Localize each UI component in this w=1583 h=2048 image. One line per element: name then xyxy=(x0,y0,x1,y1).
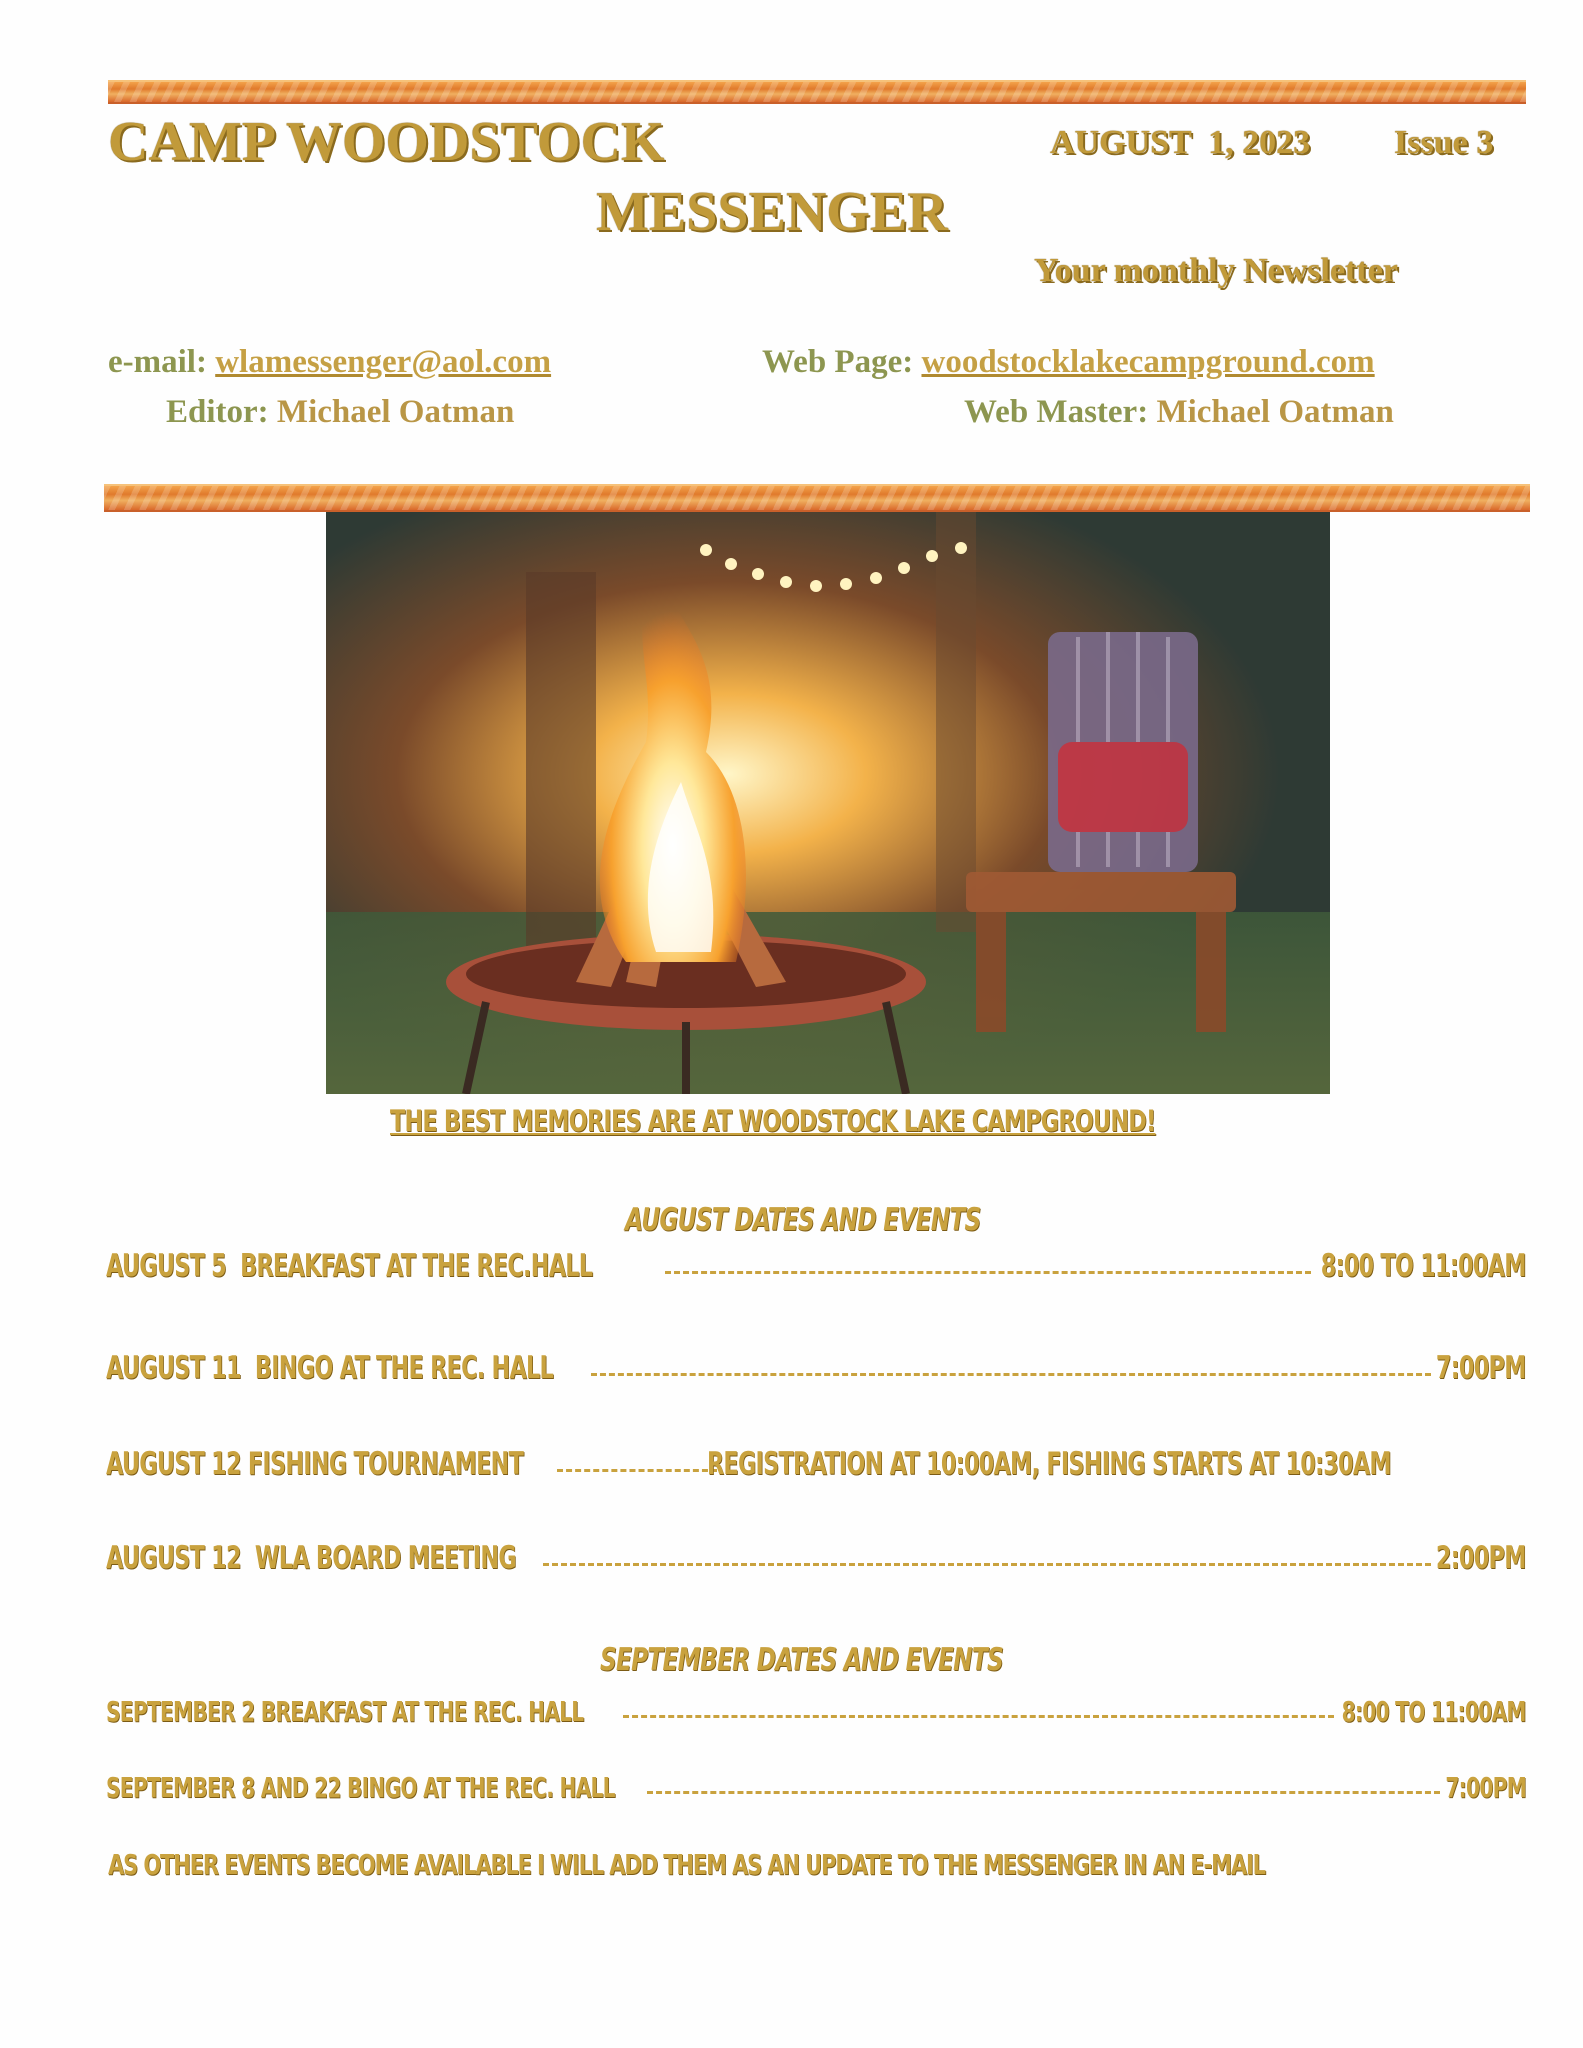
webmaster-label: Web Master: xyxy=(964,394,1149,430)
event-time: 2:00PM xyxy=(1436,1540,1526,1576)
email-link[interactable]: wlamessenger@aol.com xyxy=(215,344,552,380)
closing-note-text: AS OTHER EVENTS BECOME AVAILABLE I WILL ADD THEM AS AN UPDATE TO THE MESSENGER IN AN E-MAIL xyxy=(108,1848,1265,1881)
event-row xyxy=(106,1536,1526,1576)
event-name: AUGUST 12 WLA BOARD MEETING xyxy=(106,1540,516,1576)
web-label: Web Page: xyxy=(762,344,914,380)
email-label: e-mail: xyxy=(108,344,207,380)
dotted-leader xyxy=(647,1791,1440,1794)
editor-name: Michael Oatman xyxy=(276,394,515,430)
editor-row xyxy=(166,394,514,431)
event-time: 8:00 TO 11:00AM xyxy=(1321,1248,1526,1284)
issue-number: Issue 3 xyxy=(1394,124,1494,161)
campfire-photo xyxy=(326,512,1330,1094)
title-line-1: CAMP WOODSTOCK xyxy=(108,111,665,173)
web-row xyxy=(762,344,1375,381)
event-row xyxy=(106,1244,1526,1284)
title-line-2: MESSENGER xyxy=(596,181,948,243)
dotted-leader xyxy=(623,1715,1334,1718)
webmaster-name: Michael Oatman xyxy=(1156,394,1394,430)
event-time: 7:00PM xyxy=(1436,1350,1526,1386)
august-heading: AUGUST DATES AND EVENTS xyxy=(625,1202,981,1238)
event-time: REGISTRATION AT 10:00AM, FISHING STARTS AT 10:30AM xyxy=(707,1446,1392,1482)
tagline: Your monthly Newsletter xyxy=(1034,252,1398,289)
event-name: AUGUST 11 BINGO AT THE REC. HALL xyxy=(106,1350,554,1386)
september-heading: SEPTEMBER DATES AND EVENTS xyxy=(600,1642,1003,1678)
editor-label: Editor: xyxy=(166,394,269,430)
event-name: AUGUST 5 BREAKFAST AT THE REC.HALL xyxy=(106,1248,593,1284)
web-link[interactable]: woodstocklakecampground.com xyxy=(921,344,1375,380)
decorative-rule-top xyxy=(108,80,1526,104)
event-time: 7:00PM xyxy=(1445,1771,1526,1804)
issue-date: AUGUST 1, 2023 xyxy=(1050,124,1311,161)
event-name: SEPTEMBER 2 BREAKFAST AT THE REC. HALL xyxy=(106,1695,584,1728)
email-row xyxy=(108,344,551,381)
event-name: SEPTEMBER 8 AND 22 BINGO AT THE REC. HALL xyxy=(106,1771,615,1804)
event-row xyxy=(106,1764,1526,1804)
dotted-leader xyxy=(557,1469,717,1472)
event-row xyxy=(106,1346,1526,1386)
closing-note xyxy=(108,1842,1528,1888)
dotted-leader xyxy=(591,1373,1431,1376)
dotted-leader xyxy=(665,1271,1311,1274)
dotted-leader xyxy=(543,1563,1431,1566)
event-time: 8:00 TO 11:00AM xyxy=(1341,1695,1526,1728)
event-name: AUGUST 12 FISHING TOURNAMENT xyxy=(106,1446,524,1482)
decorative-rule-middle xyxy=(104,484,1530,512)
photo-caption: THE BEST MEMORIES ARE AT WOODSTOCK LAKE CAMPGROUND! xyxy=(390,1104,1156,1138)
campfire-illustration xyxy=(326,512,1330,1094)
webmaster-row xyxy=(964,394,1394,431)
event-row xyxy=(106,1688,1526,1728)
event-row xyxy=(106,1442,1526,1482)
